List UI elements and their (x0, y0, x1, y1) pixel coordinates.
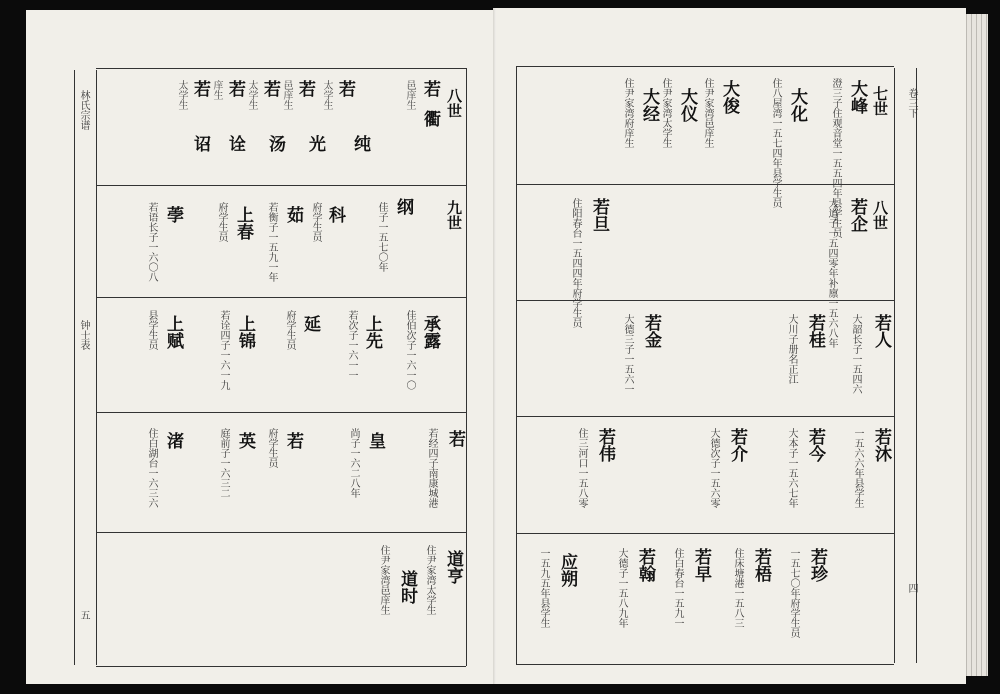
row-divider (96, 532, 466, 533)
person-detail: 大德三子一五六一 (622, 314, 633, 394)
left-page (26, 10, 496, 684)
row-divider (96, 297, 466, 298)
person-name: 若梧 (751, 548, 771, 582)
person-name: 大化 (787, 88, 807, 122)
person-note: 庠生 (211, 80, 222, 100)
person-detail: 府学生员 (216, 202, 227, 242)
person-name: 若早 (691, 548, 711, 582)
person-name: 渚 (163, 432, 183, 449)
person-detail: 若衡子一五九一年 (266, 202, 277, 282)
person-name: 皇 (365, 432, 385, 449)
person-name: 若珍 (807, 548, 827, 582)
person-surname: 若 (420, 80, 440, 97)
person-name: 大仪 (677, 88, 697, 122)
person-surname: 若 (295, 80, 315, 97)
person-name: 应朔 (557, 553, 577, 587)
person-name: 若今 (805, 428, 825, 462)
margin-section: 钟士表 (78, 320, 89, 350)
person-detail: 一五六六年县学生 (852, 428, 863, 508)
person-given: 纯 (350, 135, 370, 152)
person-name: 英 (235, 432, 255, 449)
person-detail: 住尹家湾太学生 (424, 545, 435, 615)
person-detail: 若诠四子一六一九 (218, 310, 229, 390)
person-detail: 若次子一六一一 (346, 310, 357, 380)
person-detail: 府学生员 (266, 428, 277, 468)
person-detail: 大川子册名正江 (786, 314, 797, 384)
person-name: 大经 (639, 88, 659, 122)
frame-bottom (516, 664, 894, 665)
person-name: 纲 (393, 198, 413, 215)
person-note: 太学生 (321, 80, 332, 110)
generation-label: 七世 (871, 86, 889, 116)
person-detail: 府学生员 (284, 310, 295, 350)
person-name: 科 (325, 206, 345, 223)
person-name: 若翰 (635, 548, 655, 582)
person-given: 诠 (225, 135, 245, 152)
person-surname: 若 (190, 80, 210, 97)
person-name: 大俊 (719, 80, 739, 114)
person-name: 若沐 (871, 428, 891, 462)
person-name: 荸 (163, 206, 183, 223)
person-detail: 佳伯次子一六一〇 (404, 310, 415, 390)
page-number: 四 (906, 583, 917, 593)
person-detail: 大德次子一五六零 (708, 428, 719, 508)
person-given: 诏 (190, 135, 210, 152)
person-name: 若金 (641, 314, 661, 348)
person-name: 大峰 (847, 80, 867, 114)
person-name: 道亨 (443, 550, 463, 584)
person-note: 太学生 (246, 80, 257, 110)
person-given: 衢 (420, 110, 440, 127)
frame-right (466, 68, 467, 666)
person-detail: 庭前子一六三二 (218, 428, 229, 498)
margin-rule (74, 70, 75, 665)
person-name: 若 (283, 432, 303, 449)
person-detail: 住尹家湾邑庠生 (702, 78, 713, 148)
person-detail: 澄三子住观音堂一五五四年县学生员 (830, 78, 841, 238)
row-divider (516, 533, 894, 534)
person-name: 若 (445, 430, 465, 447)
person-detail: 住白春台一五九一 (672, 548, 683, 628)
person-detail: 大道子一五四零年补廪一五六八年 (826, 198, 837, 348)
person-name: 上锦 (235, 315, 255, 349)
person-detail: 尚子一六二八年 (348, 428, 359, 498)
person-name: 上赋 (163, 315, 183, 349)
margin-rule (916, 68, 917, 663)
margin-title: 卷三下 (906, 88, 917, 118)
person-detail: 住尹家湾邑庠生 (378, 545, 389, 615)
row-divider (96, 412, 466, 413)
person-detail: 佳子一五七〇年 (376, 202, 387, 272)
person-detail: 府学生员 (310, 202, 321, 242)
person-note: 邑庠生 (281, 80, 292, 110)
row-divider (516, 416, 894, 417)
person-detail: 县学生员 (146, 310, 157, 350)
person-name: 延 (300, 315, 320, 332)
person-surname: 若 (225, 80, 245, 97)
person-given: 汤 (265, 135, 285, 152)
frame-top (516, 66, 894, 67)
person-given: 光 (305, 135, 325, 152)
person-detail: 大德子一五八九年 (616, 548, 627, 628)
frame-bottom (96, 666, 466, 667)
person-surname: 若 (335, 80, 355, 97)
right-page (496, 8, 966, 684)
person-detail: 住三河口一五八零 (576, 428, 587, 508)
margin-rule (894, 68, 895, 663)
person-detail: 一五九五年县学生 (538, 548, 549, 628)
person-name: 若旦 (589, 198, 609, 232)
generation-label: 八世 (871, 200, 889, 230)
page-number: 五 (78, 610, 89, 620)
person-name: 道时 (397, 570, 417, 604)
person-note: 太学生 (176, 80, 187, 110)
person-detail: 住阳春台一五四四年府学生员 (570, 198, 581, 328)
person-name: 承露 (420, 315, 440, 349)
person-name: 上春 (233, 206, 253, 240)
margin-title: 林氏宗谱 (78, 90, 89, 130)
frame-left (516, 66, 517, 664)
person-name: 茹 (283, 206, 303, 223)
person-detail: 住白湖台一六三六 (146, 428, 157, 508)
generation-label: 八世 (445, 88, 463, 118)
person-detail: 住尹家湾府庠生 (622, 78, 633, 148)
person-name: 若企 (847, 198, 867, 232)
person-detail: 若经四子南康城港 (426, 428, 437, 508)
margin-rule (96, 70, 97, 665)
person-detail: 一五七〇年府学生员 (788, 548, 799, 638)
person-detail: 若语长子一六〇八 (146, 202, 157, 282)
person-detail: 大本子一五六七年 (786, 428, 797, 508)
row-divider (96, 185, 466, 186)
person-surname: 若 (260, 80, 280, 97)
person-note: 邑庠生 (404, 80, 415, 110)
person-detail: 住尹家湾太学生 (660, 78, 671, 148)
person-detail: 大韶长子一五四六 (850, 314, 861, 394)
person-detail: 住床塘港一五八三 (732, 548, 743, 628)
person-name: 若桂 (805, 314, 825, 348)
generation-label: 九世 (445, 200, 463, 230)
person-name: 若人 (871, 314, 891, 348)
person-name: 若介 (727, 428, 747, 462)
frame-top (96, 68, 466, 69)
person-name: 若伟 (595, 428, 615, 462)
person-detail: 住八屋湾一五七四年县学生员 (770, 78, 781, 208)
person-name: 上先 (362, 315, 382, 349)
